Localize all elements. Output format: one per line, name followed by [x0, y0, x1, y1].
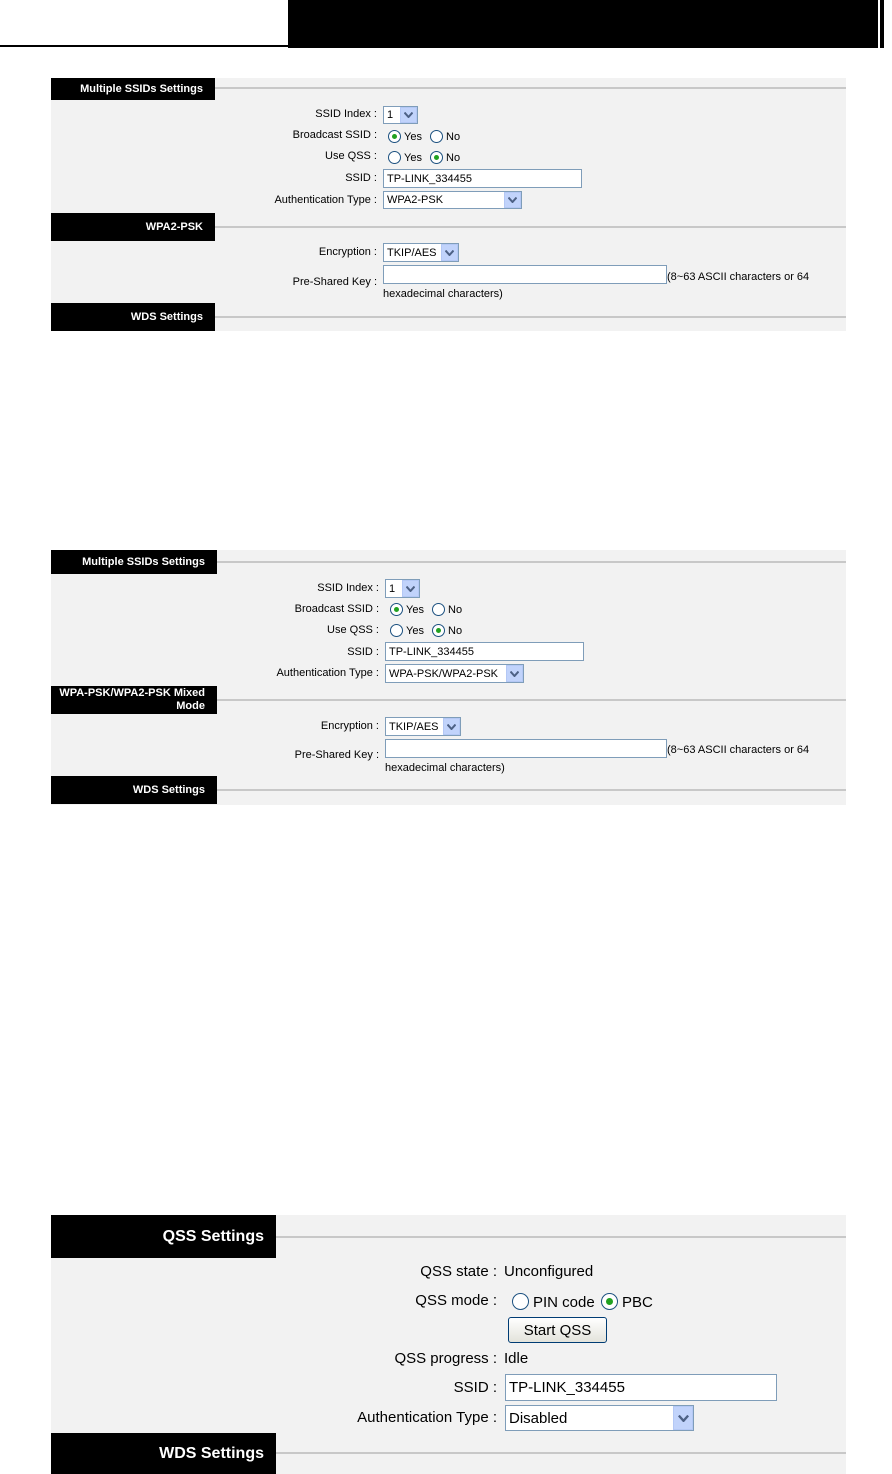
chevron-down-icon[interactable] [673, 1406, 693, 1430]
encryption-label: Encryption : [318, 246, 377, 258]
encryption-select[interactable] [385, 717, 461, 736]
section-divider [217, 789, 846, 791]
chevron-down-icon[interactable] [506, 665, 523, 682]
ssid-index-value: 1 [389, 582, 396, 595]
section-header-wpa-mixed-line1: WPA-PSK/WPA2-PSK Mixed [59, 687, 205, 699]
section-header-wds: WDS Settings [51, 1433, 276, 1474]
auth-type-select[interactable] [385, 664, 524, 683]
encryption-value: TKIP/AES [389, 720, 439, 733]
broadcast-ssid-yes-label: Yes [404, 131, 422, 143]
ssid-input[interactable]: TP-LINK_334455 [383, 169, 582, 188]
qss-mode-pin-radio[interactable] [512, 1293, 529, 1310]
section-divider [215, 226, 846, 228]
chevron-down-icon[interactable] [400, 107, 417, 123]
section-header-wds: WDS Settings [51, 303, 215, 331]
chevron-down-icon[interactable] [441, 244, 458, 261]
section-header-wds: WDS Settings [51, 776, 217, 804]
qss-state-label: QSS state : [420, 1263, 497, 1280]
qss-mode-pbc-radio[interactable] [601, 1293, 618, 1310]
auth-type-label: Authentication Type : [276, 667, 379, 679]
psk-hint: (8~63 ASCII characters or 64 [667, 271, 810, 283]
broadcast-ssid-no-label: No [448, 604, 463, 616]
use-qss-yes-label: Yes [404, 152, 422, 164]
qss-mode-label: QSS mode : [415, 1292, 497, 1309]
ssid-index-label: SSID Index : [317, 582, 379, 594]
section-header-multiple-ssids: Multiple SSIDs Settings [51, 78, 215, 100]
auth-type-value: WPA-PSK/WPA2-PSK [389, 667, 499, 680]
psk-label: Pre-Shared Key : [294, 749, 379, 761]
use-qss-no-radio[interactable] [432, 624, 445, 637]
encryption-label: Encryption : [320, 720, 379, 732]
psk-hint-continued: hexadecimal characters) [383, 288, 503, 300]
use-qss-yes-label: Yes [406, 625, 424, 637]
ssid-label: SSID : [345, 172, 377, 184]
chevron-down-icon[interactable] [402, 580, 419, 597]
use-qss-yes-radio[interactable] [390, 624, 403, 637]
section-divider [276, 1452, 846, 1454]
auth-type-value: Disabled [509, 1409, 568, 1427]
use-qss-no-label: No [446, 152, 461, 164]
qss-progress-label: QSS progress : [394, 1350, 497, 1367]
use-qss-yes-radio[interactable] [388, 151, 401, 164]
auth-type-label: Authentication Type : [274, 194, 377, 206]
header-edge [880, 0, 884, 48]
header-rule [0, 45, 288, 47]
section-divider [217, 561, 846, 563]
auth-type-value: WPA2-PSK [387, 194, 444, 206]
use-qss-no-label: No [448, 625, 463, 637]
section-header-wpa-mixed [51, 686, 217, 714]
use-qss-no-radio[interactable] [430, 151, 443, 164]
encryption-select[interactable] [383, 243, 459, 262]
auth-type-select[interactable] [505, 1405, 694, 1431]
auth-type-label: Authentication Type : [357, 1409, 497, 1426]
psk-label: Pre-Shared Key : [292, 276, 377, 288]
use-qss-label: Use QSS : [327, 624, 379, 636]
ssid-input[interactable]: TP-LINK_334455 [505, 1374, 777, 1401]
ssid-index-label: SSID Index : [315, 108, 377, 120]
page-header-bar [288, 0, 878, 48]
section-divider [215, 316, 846, 318]
ssid-index-select[interactable] [383, 106, 418, 124]
broadcast-ssid-yes-radio[interactable] [388, 130, 401, 143]
psk-input[interactable] [383, 265, 667, 284]
chevron-down-icon[interactable] [504, 192, 521, 208]
broadcast-ssid-yes-radio[interactable] [390, 603, 403, 616]
section-header-wpa2-psk: WPA2-PSK [51, 213, 215, 241]
broadcast-ssid-no-radio[interactable] [432, 603, 445, 616]
ssid-input[interactable]: TP-LINK_334455 [385, 642, 584, 661]
broadcast-ssid-no-label: No [446, 131, 461, 143]
psk-hint-continued: hexadecimal characters) [385, 762, 505, 774]
ssid-index-select[interactable] [385, 579, 420, 598]
ssid-label: SSID : [347, 646, 379, 658]
section-header-wpa-mixed-line2: Mode [176, 700, 205, 712]
encryption-value: TKIP/AES [387, 246, 437, 259]
start-qss-button[interactable]: Start QSS [508, 1317, 607, 1343]
qss-mode-pbc-label: PBC [622, 1294, 653, 1311]
broadcast-ssid-label: Broadcast SSID : [294, 603, 379, 615]
qss-state-value: Unconfigured [504, 1263, 594, 1280]
section-divider [217, 699, 846, 701]
broadcast-ssid-no-radio[interactable] [430, 130, 443, 143]
psk-hint: (8~63 ASCII characters or 64 [667, 744, 810, 756]
broadcast-ssid-label: Broadcast SSID : [292, 129, 377, 141]
page-header-left [0, 0, 288, 48]
qss-mode-pin-label: PIN code [533, 1294, 595, 1311]
ssid-label: SSID : [453, 1379, 497, 1396]
section-header-qss: QSS Settings [51, 1215, 276, 1258]
use-qss-label: Use QSS : [325, 150, 377, 162]
section-divider [215, 87, 846, 89]
broadcast-ssid-yes-label: Yes [406, 604, 424, 616]
ssid-index-value: 1 [387, 109, 394, 121]
psk-input[interactable] [385, 739, 667, 758]
qss-progress-value: Idle [504, 1350, 529, 1367]
section-header-multiple-ssids: Multiple SSIDs Settings [51, 550, 217, 574]
section-divider [276, 1236, 846, 1238]
chevron-down-icon[interactable] [443, 718, 460, 735]
auth-type-select[interactable] [383, 191, 522, 209]
